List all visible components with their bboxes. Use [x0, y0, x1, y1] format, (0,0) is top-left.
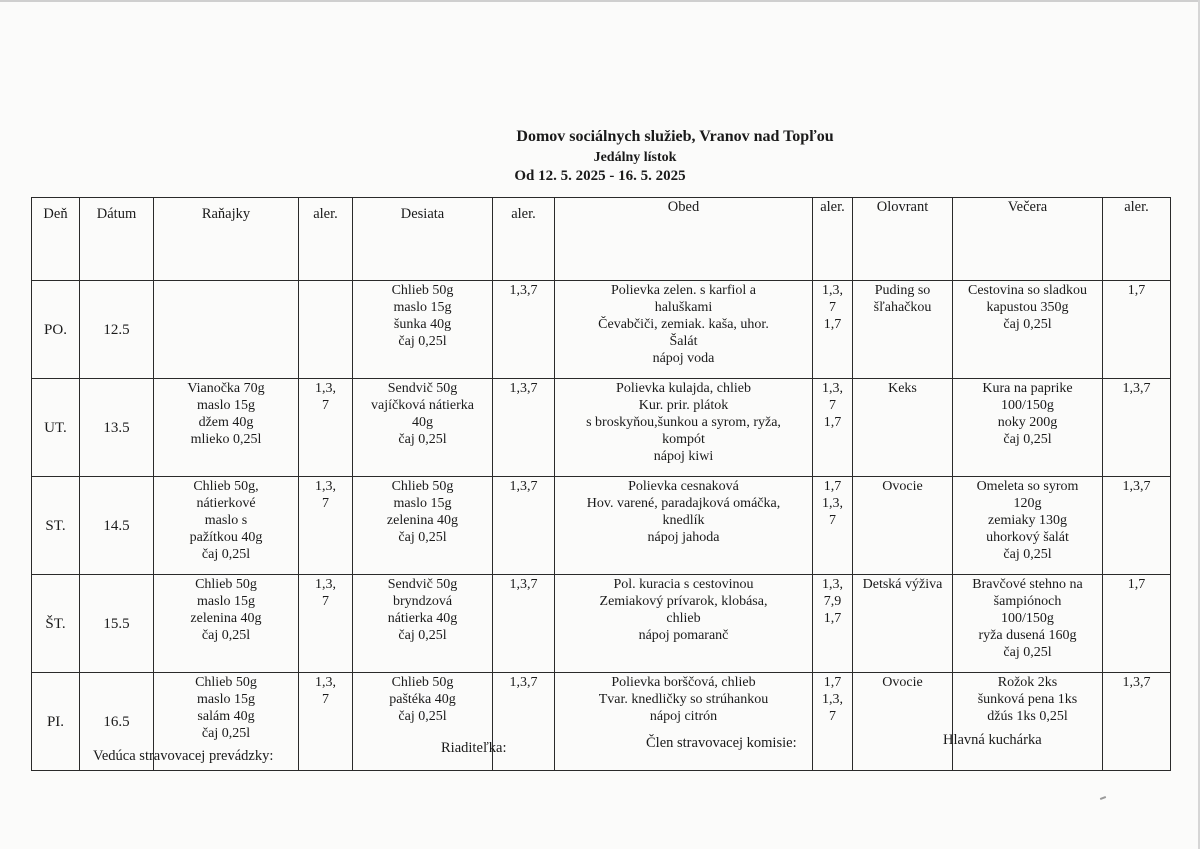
afternoon-snack-cell — [853, 575, 953, 673]
cell-line: Polievka kulajda, chlieb — [616, 381, 751, 396]
col-header-day: Deň — [32, 198, 80, 281]
cell-line: Detská výživa — [862, 577, 943, 592]
cell-line: haluškami — [654, 300, 713, 315]
snack-allergens-cell — [493, 379, 555, 477]
cell-line: nápoj kiwi — [653, 449, 714, 464]
breakfast-allergens-cell — [299, 575, 353, 673]
lunch-cell — [555, 477, 813, 575]
dinner-allergens-cell — [1103, 281, 1171, 379]
cell-line: Rožok 2ks — [997, 675, 1058, 690]
cell-line: Hov. varené, paradajková omáčka, — [586, 496, 781, 511]
cell-line: 120g — [1013, 496, 1042, 511]
signature-commission-label: Člen stravovacej komisie: — [646, 735, 797, 751]
table-row — [32, 477, 1171, 575]
cell-line: Tvar. knedličky so strúhankou — [598, 692, 769, 707]
lunch-allergens-cell — [813, 281, 853, 379]
cell-line: Ovocie — [882, 675, 923, 690]
cell-line: čaj 0,25l — [1003, 645, 1052, 660]
cell-line: Chlieb 50g, — [193, 479, 259, 494]
cell-line: zelenina 40g — [386, 513, 459, 528]
cell-line: Polievka zelen. s karfiol a — [610, 283, 756, 298]
dinner-allergens-cell — [1103, 575, 1171, 673]
breakfast-cell — [154, 379, 299, 477]
dinner-cell — [953, 281, 1103, 379]
cell-line: čaj 0,25l — [398, 334, 447, 349]
cell-line: 1,3, — [315, 675, 336, 690]
cell-line: 7 — [829, 398, 836, 413]
col-header-snack-allergens: aler. — [493, 198, 555, 281]
cell-line: zemiaky 130g — [988, 513, 1067, 528]
cell-line: čaj 0,25l — [1003, 317, 1052, 332]
day-cell: PI. — [32, 673, 80, 771]
cell-line: Pol. kuracia s cestovinou — [613, 577, 754, 592]
breakfast-allergens-cell — [299, 477, 353, 575]
cell-line: 1,7 — [823, 611, 842, 626]
cell-line: čaj 0,25l — [398, 530, 447, 545]
afternoon-snack-cell — [853, 379, 953, 477]
cell-line: nápoj citrón — [649, 709, 718, 724]
signature-chef-label: Hlavná kuchárka — [943, 732, 1042, 748]
lunch-allergens-cell — [813, 575, 853, 673]
cell-line: nápoj jahoda — [647, 530, 720, 545]
lunch-allergens-cell — [813, 379, 853, 477]
cell-line: Zemiakový prívarok, klobása, — [599, 594, 768, 609]
signature-footer — [0, 732, 1200, 772]
cell-line: Omeleta so syrom — [976, 479, 1079, 494]
document-header — [0, 128, 1200, 185]
breakfast-cell — [154, 281, 299, 379]
cell-line: Kur. prir. plátok — [638, 398, 729, 413]
cell-line: 1,3, — [822, 283, 843, 298]
cell-line: 1,3, — [822, 577, 843, 592]
cell-line: šunka 40g — [393, 317, 452, 332]
table-row — [32, 281, 1171, 379]
cell-line: maslo 15g — [197, 594, 255, 609]
dinner-cell — [953, 477, 1103, 575]
col-header-lunch: Obed — [555, 198, 813, 281]
breakfast-cell — [154, 477, 299, 575]
cell-line: Chlieb 50g — [195, 675, 257, 690]
cell-line: uhorkový šalát — [986, 530, 1069, 545]
lunch-cell — [555, 379, 813, 477]
date-cell: 12.5 — [80, 281, 154, 379]
cell-line: Chlieb 50g — [195, 577, 257, 592]
cell-line: 7 — [829, 513, 836, 528]
cell-line: Sendvič 50g — [387, 381, 458, 396]
cell-line: 1,3,7 — [1122, 381, 1151, 396]
cell-line: chlieb — [666, 611, 701, 626]
breakfast-allergens-cell — [299, 281, 353, 379]
date-cell: 13.5 — [80, 379, 154, 477]
menu-period: Od 12. 5. 2025 - 16. 5. 2025 — [514, 168, 686, 184]
cell-line: maslo 15g — [197, 692, 255, 707]
cell-line: 7,9 — [823, 594, 842, 609]
cell-line: 7 — [829, 709, 836, 724]
cell-line: 1,7 — [823, 479, 842, 494]
cell-line: džem 40g — [198, 415, 254, 430]
cell-line: šampiónoch — [993, 594, 1062, 609]
signature-manager-label: Vedúca stravovacej prevádzky: — [93, 748, 274, 764]
cell-line: salám 40g — [197, 709, 255, 724]
snack-cell — [353, 477, 493, 575]
breakfast-allergens-cell — [299, 379, 353, 477]
cell-line: Šalát — [669, 334, 698, 349]
organization-name: Domov sociálnych služieb, Vranov nad Topľou — [516, 128, 834, 145]
table-body — [32, 281, 1171, 771]
table-row — [32, 575, 1171, 673]
col-header-lunch-allergens: aler. — [813, 198, 853, 281]
cell-line: 1,3, — [822, 381, 843, 396]
scan-top-edge — [0, 0, 1200, 2]
cell-line: Cestovina so sladkou — [968, 283, 1087, 298]
cell-line: 7 — [322, 496, 329, 511]
cell-line: 7 — [322, 692, 329, 707]
snack-allergens-cell — [493, 281, 555, 379]
cell-line: 7 — [322, 594, 329, 609]
table-header-row — [32, 198, 1171, 281]
cell-line: bryndzová — [392, 594, 453, 609]
cell-line: kompót — [662, 432, 705, 447]
cell-line: Chlieb 50g — [391, 283, 454, 298]
cell-line: 1,3,7 — [509, 479, 538, 494]
cell-line: pažítkou 40g — [189, 530, 263, 545]
cell-line: vajíčková nátierka — [370, 398, 474, 413]
cell-line: kapustou 350g — [986, 300, 1069, 315]
cell-line: šľahačkou — [873, 300, 932, 315]
cell-line: maslo s — [204, 513, 248, 528]
snack-allergens-cell — [493, 477, 555, 575]
cell-line: 1,3, — [822, 692, 843, 707]
day-cell: ŠT. — [32, 575, 80, 673]
cell-line: maslo 15g — [393, 496, 452, 511]
cell-line: Polievka cesnaková — [628, 479, 739, 494]
col-header-dinner: Večera — [953, 198, 1103, 281]
day-cell: UT. — [32, 379, 80, 477]
cell-line: Čevabčiči, zemiak. kaša, uhor. — [598, 317, 769, 332]
cell-line: Ovocie — [882, 479, 923, 494]
cell-line: Vianočka 70g — [187, 381, 265, 396]
cell-line: čaj 0,25l — [201, 547, 251, 562]
weekly-menu-table — [31, 197, 1171, 771]
cell-line: maslo 15g — [393, 300, 452, 315]
cell-line: 1,3,7 — [509, 381, 538, 396]
date-cell: 15.5 — [80, 575, 154, 673]
cell-line: 1,3,7 — [1122, 675, 1151, 690]
cell-line: 1,3,7 — [509, 283, 538, 298]
cell-line: paštéka 40g — [389, 692, 456, 707]
lunch-allergens-cell — [813, 477, 853, 575]
cell-line: čaj 0,25l — [398, 628, 447, 643]
snack-cell — [353, 281, 493, 379]
cell-line: Chlieb 50g — [391, 479, 454, 494]
cell-line: nátierka 40g — [387, 611, 458, 626]
date-cell: 16.5 — [80, 673, 154, 771]
dinner-allergens-cell — [1103, 379, 1171, 477]
cell-line: šunková pena 1ks — [977, 692, 1078, 707]
signature-director-label: Riaditeľka: — [441, 740, 507, 756]
cell-line: čaj 0,25l — [1003, 547, 1052, 562]
cell-line: noky 200g — [997, 415, 1058, 430]
cell-line: 100/150g — [1001, 611, 1054, 626]
col-header-afternoon-snack: Olovrant — [853, 198, 953, 281]
cell-line: 1,3, — [315, 381, 336, 396]
date-cell: 14.5 — [80, 477, 154, 575]
cell-line: 1,7 — [823, 415, 842, 430]
cell-line: 40g — [412, 415, 433, 430]
cell-line: čaj 0,25l — [201, 726, 251, 741]
cell-line: 1,7 — [1127, 283, 1146, 298]
cell-line: 1,7 — [1127, 577, 1146, 592]
table-row — [32, 379, 1171, 477]
cell-line: Keks — [888, 381, 917, 396]
cell-line: Polievka borščová, chlieb — [611, 675, 756, 690]
cell-line: Chlieb 50g — [391, 675, 454, 690]
cell-line: Kura na paprike — [982, 381, 1073, 396]
cell-line: 1,7 — [823, 675, 842, 690]
cell-line: 7 — [322, 398, 329, 413]
scan-speck — [1100, 796, 1106, 800]
cell-line: Puding so — [874, 283, 931, 298]
cell-line: nápoj voda — [652, 351, 715, 366]
cell-line: maslo 15g — [197, 398, 255, 413]
cell-line: Sendvič 50g — [387, 577, 458, 592]
cell-line: džús 1ks 0,25l — [987, 709, 1068, 724]
snack-cell — [353, 379, 493, 477]
cell-line: 1,3,7 — [509, 675, 538, 690]
lunch-cell — [555, 575, 813, 673]
col-header-dinner-allergens: aler. — [1103, 198, 1171, 281]
cell-line: 1,3, — [822, 496, 843, 511]
cell-line: čaj 0,25l — [398, 709, 447, 724]
cell-line: nátierkové — [196, 496, 256, 511]
afternoon-snack-cell — [853, 281, 953, 379]
day-cell: ST. — [32, 477, 80, 575]
cell-line: knedlík — [662, 513, 705, 528]
lunch-cell — [555, 281, 813, 379]
dinner-allergens-cell — [1103, 477, 1171, 575]
document-title: Jedálny lístok — [593, 150, 677, 165]
col-header-breakfast: Raňajky — [154, 198, 299, 281]
cell-line: čaj 0,25l — [1003, 432, 1052, 447]
cell-line: Bravčové stehno na — [972, 577, 1083, 592]
day-cell: PO. — [32, 281, 80, 379]
dinner-cell — [953, 379, 1103, 477]
cell-line: 1,7 — [823, 317, 842, 332]
cell-line: mlieko 0,25l — [190, 432, 262, 447]
cell-line: nápoj pomaranč — [638, 628, 729, 643]
cell-line: 1,3,7 — [509, 577, 538, 592]
cell-line: 7 — [829, 300, 836, 315]
cell-line: 1,3,7 — [1122, 479, 1151, 494]
cell-line: ryža dusená 160g — [978, 628, 1077, 643]
cell-line: 100/150g — [1001, 398, 1054, 413]
col-header-breakfast-allergens: aler. — [299, 198, 353, 281]
col-header-date: Dátum — [80, 198, 154, 281]
afternoon-snack-cell — [853, 477, 953, 575]
cell-line: s broskyňou,šunkou a syrom, ryža, — [586, 415, 781, 430]
cell-line: 1,3, — [315, 577, 336, 592]
col-header-snack: Desiata — [353, 198, 493, 281]
cell-line: zelenina 40g — [190, 611, 262, 626]
snack-allergens-cell — [493, 575, 555, 673]
cell-line: 1,3, — [315, 479, 336, 494]
dinner-cell — [953, 575, 1103, 673]
breakfast-cell — [154, 575, 299, 673]
cell-line: čaj 0,25l — [398, 432, 447, 447]
snack-cell — [353, 575, 493, 673]
cell-line: čaj 0,25l — [201, 628, 251, 643]
